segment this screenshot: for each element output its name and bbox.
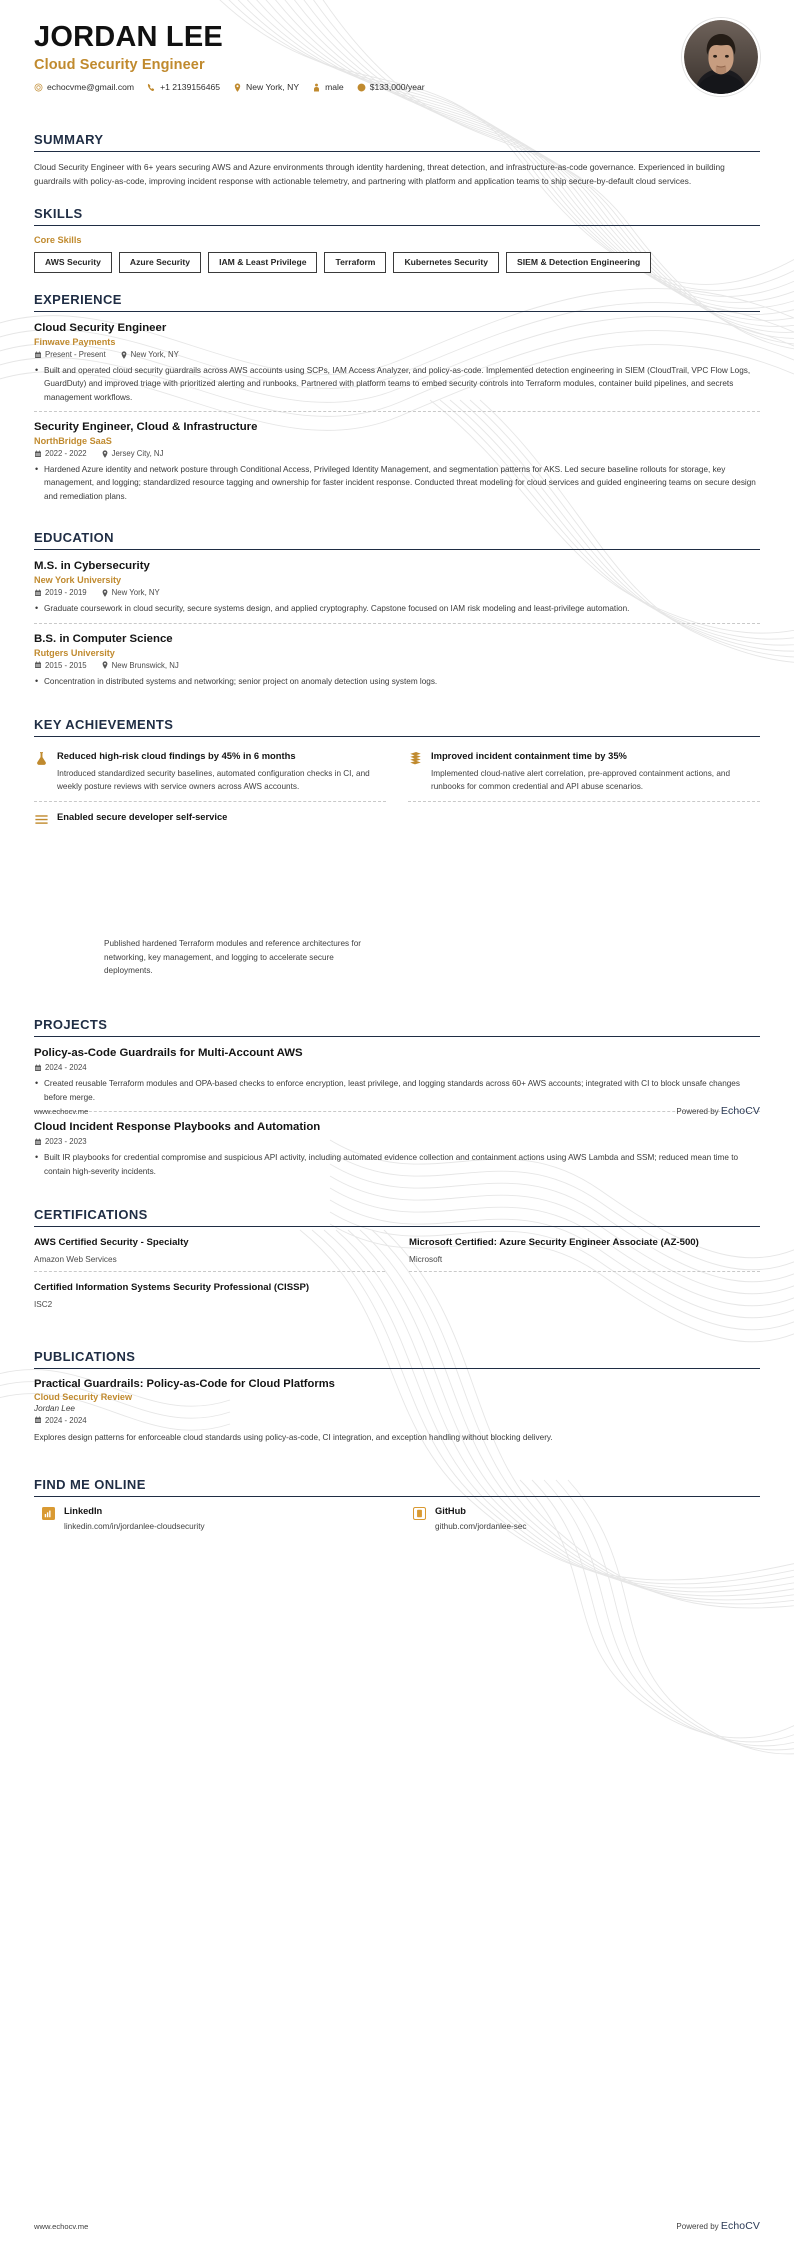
- section-heading-experience: EXPERIENCE: [34, 292, 760, 312]
- project-title: Policy-as-Code Guardrails for Multi-Account AWS: [34, 1047, 303, 1060]
- certification-name: AWS Certified Security - Specialty: [34, 1236, 189, 1248]
- achievement-description: Implemented cloud-native alert correlation, pre-approved containment actions, and runbooks for common credential and API abuse scenarios.: [431, 768, 731, 792]
- person-icon: [312, 83, 321, 92]
- skill-chip: Azure Security: [119, 252, 201, 273]
- section-heading-projects: PROJECTS: [34, 1017, 760, 1037]
- achievement-grid: [34, 746, 760, 802]
- section-heading-skills: SKILLS: [34, 206, 760, 226]
- education-dates: [34, 588, 87, 597]
- project-dates-value: 2024 - 2024: [45, 1063, 87, 1073]
- achievement-title: Enabled secure developer self-service: [57, 811, 228, 823]
- experience-location-value: New York, NY: [130, 350, 179, 360]
- certification-item: [34, 1281, 385, 1316]
- experience-location: [101, 449, 164, 458]
- achievement-item: [34, 807, 386, 835]
- page-two-top-margin: [0, 897, 794, 937]
- location-icon: [120, 351, 128, 359]
- contact-gender: [312, 82, 344, 92]
- calendar-icon: [34, 1064, 42, 1072]
- location-icon: [101, 661, 109, 669]
- experience-title: Security Engineer, Cloud & Infrastructure: [34, 420, 258, 433]
- project-dates-value: 2023 - 2023: [45, 1137, 87, 1147]
- education-school: New York University: [34, 575, 122, 586]
- education-degree: M.S. in Cybersecurity: [34, 560, 150, 572]
- achievement-description-continued: Published hardened Terraform modules and reference architectures for networking, key management, and logging to accelerate secure deployments.: [104, 939, 361, 975]
- salary-icon: [357, 83, 366, 92]
- section-heading-publications: PUBLICATIONS: [34, 1349, 760, 1369]
- education-entry: [34, 559, 760, 623]
- achievement-grid-second-row: [34, 807, 760, 835]
- section-heading-summary: SUMMARY: [34, 132, 760, 152]
- achievement-item: [34, 746, 386, 802]
- section-education: [0, 530, 794, 695]
- bullet: • Built and operated cloud security guardrails across AWS accounts using SCPs, IAM Access Analyzer, and policy-as-code. Implemented detection engineering in SIEM (CloudTrail, VPC Flow Logs, GuardDuty) and improved triage with prioritized alerting and runbooks. Partnered with platform teams to embed security controls into Terraform modules, container build pipelines, and secrets management workflows.: [34, 364, 760, 404]
- project-bullets: [34, 1151, 760, 1178]
- education-meta: [34, 588, 760, 597]
- footer-powered-by-prefix: Powered by: [676, 2222, 721, 2231]
- certification-grid: [34, 1236, 760, 1325]
- education-location-value: New Brunswick, NJ: [111, 660, 179, 670]
- footer-powered-by: [676, 2220, 760, 2232]
- certification-item: [34, 1236, 385, 1272]
- contact-email: [34, 82, 134, 92]
- avatar: [682, 18, 760, 96]
- education-dates-value: 2019 - 2019: [45, 588, 87, 598]
- calendar-icon: [34, 351, 42, 359]
- project-dates: [34, 1137, 87, 1146]
- online-link-label: GitHub: [435, 1505, 466, 1516]
- calendar-icon: [34, 450, 42, 458]
- experience-dates: [34, 350, 106, 359]
- experience-dates: [34, 449, 87, 458]
- experience-title: Cloud Security Engineer: [34, 321, 167, 334]
- project-entry: [34, 1046, 760, 1111]
- job-title: Cloud Security Engineer: [34, 57, 205, 74]
- footer-website[interactable]: www.echocv.me: [34, 2222, 89, 2231]
- linkedin-icon: [42, 1507, 55, 1520]
- contact-salary: [357, 82, 425, 92]
- experience-meta: [34, 449, 760, 458]
- section-certifications: [0, 1207, 794, 1325]
- page-footer: [0, 2220, 794, 2232]
- project-entry: [34, 1111, 760, 1185]
- certification-item: [409, 1236, 760, 1272]
- experience-bullets: [34, 364, 760, 404]
- publication-dates-value: 2024 - 2024: [45, 1415, 87, 1425]
- section-skills: [0, 206, 794, 273]
- location-icon: [101, 589, 109, 597]
- flask-icon: [34, 751, 49, 766]
- achievement-description: Introduced standardized security baselines, automated configuration checks in CI, and weekly posture reviews with service owners across AWS accounts.: [57, 768, 370, 792]
- experience-entry: [34, 321, 760, 411]
- contact-location: [233, 82, 299, 92]
- publication-author: Jordan Lee: [34, 1403, 75, 1413]
- online-link-linkedin[interactable]: [42, 1506, 389, 1533]
- footer-website[interactable]: www.echocv.me: [34, 1107, 89, 1116]
- certification-name: Microsoft Certified: Azure Security Engineer Associate (AZ-500): [409, 1236, 699, 1248]
- section-experience: [0, 292, 794, 510]
- contact-phone-value: +1 2139156465: [160, 82, 221, 93]
- contact-location-value: New York, NY: [246, 82, 300, 93]
- publication-venue: Cloud Security Review: [34, 1391, 133, 1402]
- experience-location: [120, 350, 179, 359]
- skill-chip: AWS Security: [34, 252, 112, 273]
- page-footer: [0, 1105, 794, 1117]
- online-link-label: LinkedIn: [64, 1505, 103, 1516]
- online-link-url[interactable]: linkedin.com/in/jordanlee-cloudsecurity: [64, 1521, 205, 1531]
- skill-chip-list: [34, 252, 760, 273]
- certification-issuer: ISC2: [34, 1299, 53, 1309]
- education-bullets: [34, 675, 760, 688]
- certification-name: Certified Information Systems Security Professional (CISSP): [34, 1281, 310, 1293]
- experience-dates-value: Present - Present: [45, 350, 106, 360]
- section-key-achievements: [0, 717, 794, 835]
- footer-powered-by: [676, 1105, 760, 1117]
- footer-brand: EchoCV: [720, 2220, 760, 2232]
- footer-brand: EchoCV: [720, 1105, 760, 1117]
- resume-header: [0, 0, 794, 118]
- experience-org: NorthBridge SaaS: [34, 436, 112, 447]
- education-location-value: New York, NY: [111, 588, 160, 598]
- section-projects: [0, 1017, 794, 1185]
- education-bullets: [34, 602, 760, 615]
- calendar-icon: [34, 1138, 42, 1146]
- project-meta: [34, 1063, 760, 1072]
- experience-meta: [34, 350, 760, 359]
- online-link-github[interactable]: [413, 1506, 760, 1533]
- bullet: • Created reusable Terraform modules and OPA-based checks to enforce encryption, least privilege, and logging standards across 60+ AWS accounts; integrated with CI to block unsafe changes before merge.: [34, 1077, 760, 1104]
- skill-chip: SIEM & Detection Engineering: [506, 252, 651, 273]
- project-title: Cloud Incident Response Playbooks and Automation: [34, 1120, 321, 1133]
- achievement-item: [408, 746, 760, 802]
- experience-location-value: Jersey City, NJ: [111, 449, 164, 459]
- calendar-icon: [34, 661, 42, 669]
- online-link-url[interactable]: github.com/jordanlee-sec: [435, 1521, 527, 1531]
- bullet: • Concentration in distributed systems and networking; senior project on anomaly detection using system logs.: [34, 675, 760, 688]
- email-icon: [34, 83, 43, 92]
- contact-gender-value: male: [325, 82, 344, 93]
- bullet: • Hardened Azure identity and network posture through Conditional Access, Privileged Identity Management, and segmentation patterns for AKS. Led secure baseline rollouts for storage, key management, and logging; standardized resource tagging and ownership for faster incident response. Conducted threat modeling for cloud services and guided engineering teams on secure design and remediation plans.: [34, 463, 760, 503]
- publication-description: Explores design patterns for enforceable cloud standards using policy-as-code, CI integration, and exception handling without blocking delivery.: [34, 1432, 553, 1442]
- skill-chip: Kubernetes Security: [393, 252, 499, 273]
- section-heading-key-achievements: KEY ACHIEVEMENTS: [34, 717, 760, 737]
- github-icon: [413, 1507, 426, 1520]
- list-icon: [34, 812, 49, 827]
- experience-entry: [34, 411, 760, 510]
- page-break-gap: [0, 835, 794, 897]
- bullet: • Built IR playbooks for credential compromise and suspicious API activity, including automated evidence collection and containment actions using AWS Lambda and SSM; reduced mean time to contain high-severity incidents.: [34, 1151, 760, 1178]
- education-location: [101, 588, 160, 597]
- experience-org: Finwave Payments: [34, 337, 116, 348]
- project-meta: [34, 1137, 760, 1146]
- footer-powered-by-prefix: Powered by: [676, 1107, 721, 1116]
- page-title: JORDAN LEE: [34, 21, 223, 53]
- skills-group-label: Core Skills: [34, 235, 82, 246]
- certification-issuer: Amazon Web Services: [34, 1254, 117, 1264]
- publication-dates: [34, 1416, 87, 1425]
- education-meta: [34, 661, 760, 670]
- project-bullets: [34, 1077, 760, 1104]
- section-heading-find-me-online: FIND ME ONLINE: [34, 1477, 760, 1497]
- online-links-grid: [34, 1506, 760, 1533]
- education-location: [101, 661, 179, 670]
- location-icon: [233, 83, 242, 92]
- section-heading-certifications: CERTIFICATIONS: [34, 1207, 760, 1227]
- education-dates: [34, 661, 87, 670]
- achievement-title: Improved incident containment time by 35%: [431, 750, 627, 762]
- education-dates-value: 2015 - 2015: [45, 660, 87, 670]
- education-entry: [34, 623, 760, 696]
- skill-chip: IAM & Least Privilege: [208, 252, 317, 273]
- project-dates: [34, 1063, 87, 1072]
- publication-meta: [34, 1416, 760, 1425]
- section-find-me-online: [0, 1477, 794, 1533]
- achievement-title: Reduced high-risk cloud findings by 45% in 6 months: [57, 750, 296, 762]
- section-publications: [0, 1349, 794, 1451]
- section-heading-education: EDUCATION: [34, 530, 760, 550]
- phone-icon: [147, 83, 156, 92]
- experience-dates-value: 2022 - 2022: [45, 449, 87, 459]
- books-icon: [408, 751, 423, 766]
- section-summary: [0, 132, 794, 188]
- education-degree: B.S. in Computer Science: [34, 632, 173, 645]
- contact-phone: [147, 82, 220, 92]
- calendar-icon: [34, 589, 42, 597]
- location-icon: [101, 450, 109, 458]
- publication-title: Practical Guardrails: Policy-as-Code for Cloud Platforms: [34, 1377, 335, 1390]
- bullet: • Graduate coursework in cloud security, secure systems design, and applied cryptography. Capstone focused on IAM risk modeling and least-privilege automation.: [34, 602, 760, 615]
- certification-issuer: Microsoft: [409, 1254, 443, 1264]
- contact-email-value: echocvme@gmail.com: [47, 82, 135, 93]
- skill-chip: Terraform: [324, 252, 386, 273]
- summary-text: Cloud Security Engineer with 6+ years securing AWS and Azure environments through identity hardening, threat detection, and infrastructure-as-code governance. Experienced in building guardrails with policy-as-code, improving incident response with actionable telemetry, and partnering with platform and application teams to ship secure-by-default cloud services.: [34, 162, 725, 186]
- education-school: Rutgers University: [34, 647, 115, 658]
- contact-salary-value: $133,000/year: [369, 82, 425, 93]
- publication-entry: [34, 1378, 760, 1451]
- calendar-icon: [34, 1416, 42, 1424]
- experience-bullets: [34, 463, 760, 503]
- contact-row: [34, 82, 760, 92]
